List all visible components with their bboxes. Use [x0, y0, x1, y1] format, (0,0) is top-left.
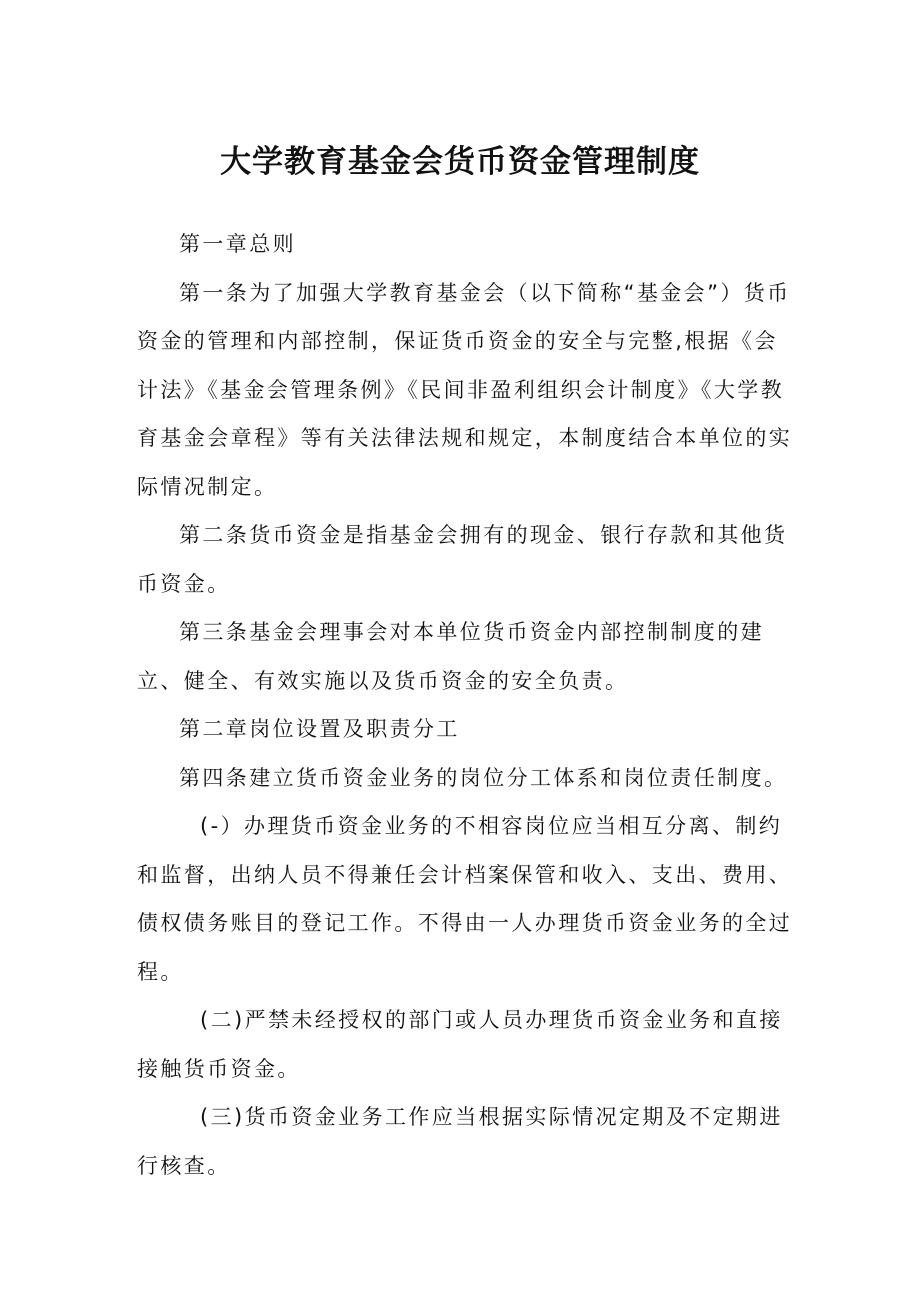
chapter-heading-positions: 第二章岗位设置及职责分工 [179, 717, 460, 741]
article-1-paragraph: 第一条为了加强大学教育基金会（以下简称“基金会”）货币资金的管理和内部控制，保证货币资金的安全与完整,根据《会计法》《基金会管理条例》《民间非盈利组织会计制度》《大学教育基金会章程》等有关法律法规和规定，本制度结合本单位的实际情况制定。 [137, 280, 793, 499]
article-2-paragraph: 第二条货币资金是指基金会拥有的现金、银行存款和其他货币资金。 [137, 523, 788, 596]
clause-2-paragraph: (二)严禁未经授权的部门或人员办理货币资金业务和直接接触货币资金。 [137, 1008, 783, 1081]
document-title: 大学教育基金会货币资金管理制度 [220, 144, 700, 180]
clause-1-paragraph: (-）办理货币资金业务的不相容岗位应当相互分离、制约和监督，出纳人员不得兼任会计档案保管和收入、支出、费用、债权债务账目的登记工作。不得由一人办理货币资金业务的全过程。 [137, 814, 793, 984]
document-body [137, 220, 797, 1190]
article-3-paragraph: 第三条基金会理事会对本单位货币资金内部控制制度的建立、健全、有效实施以及货币资金的安全负责。 [137, 620, 764, 693]
article-4-paragraph: 第四条建立货币资金业务的岗位分工体系和岗位责任制度。 [179, 765, 788, 790]
chapter-heading-general: 第一章总则 [179, 232, 296, 256]
clause-3-paragraph: (三)货币资金业务工作应当根据实际情况定期及不定期进行核查。 [137, 1105, 783, 1178]
